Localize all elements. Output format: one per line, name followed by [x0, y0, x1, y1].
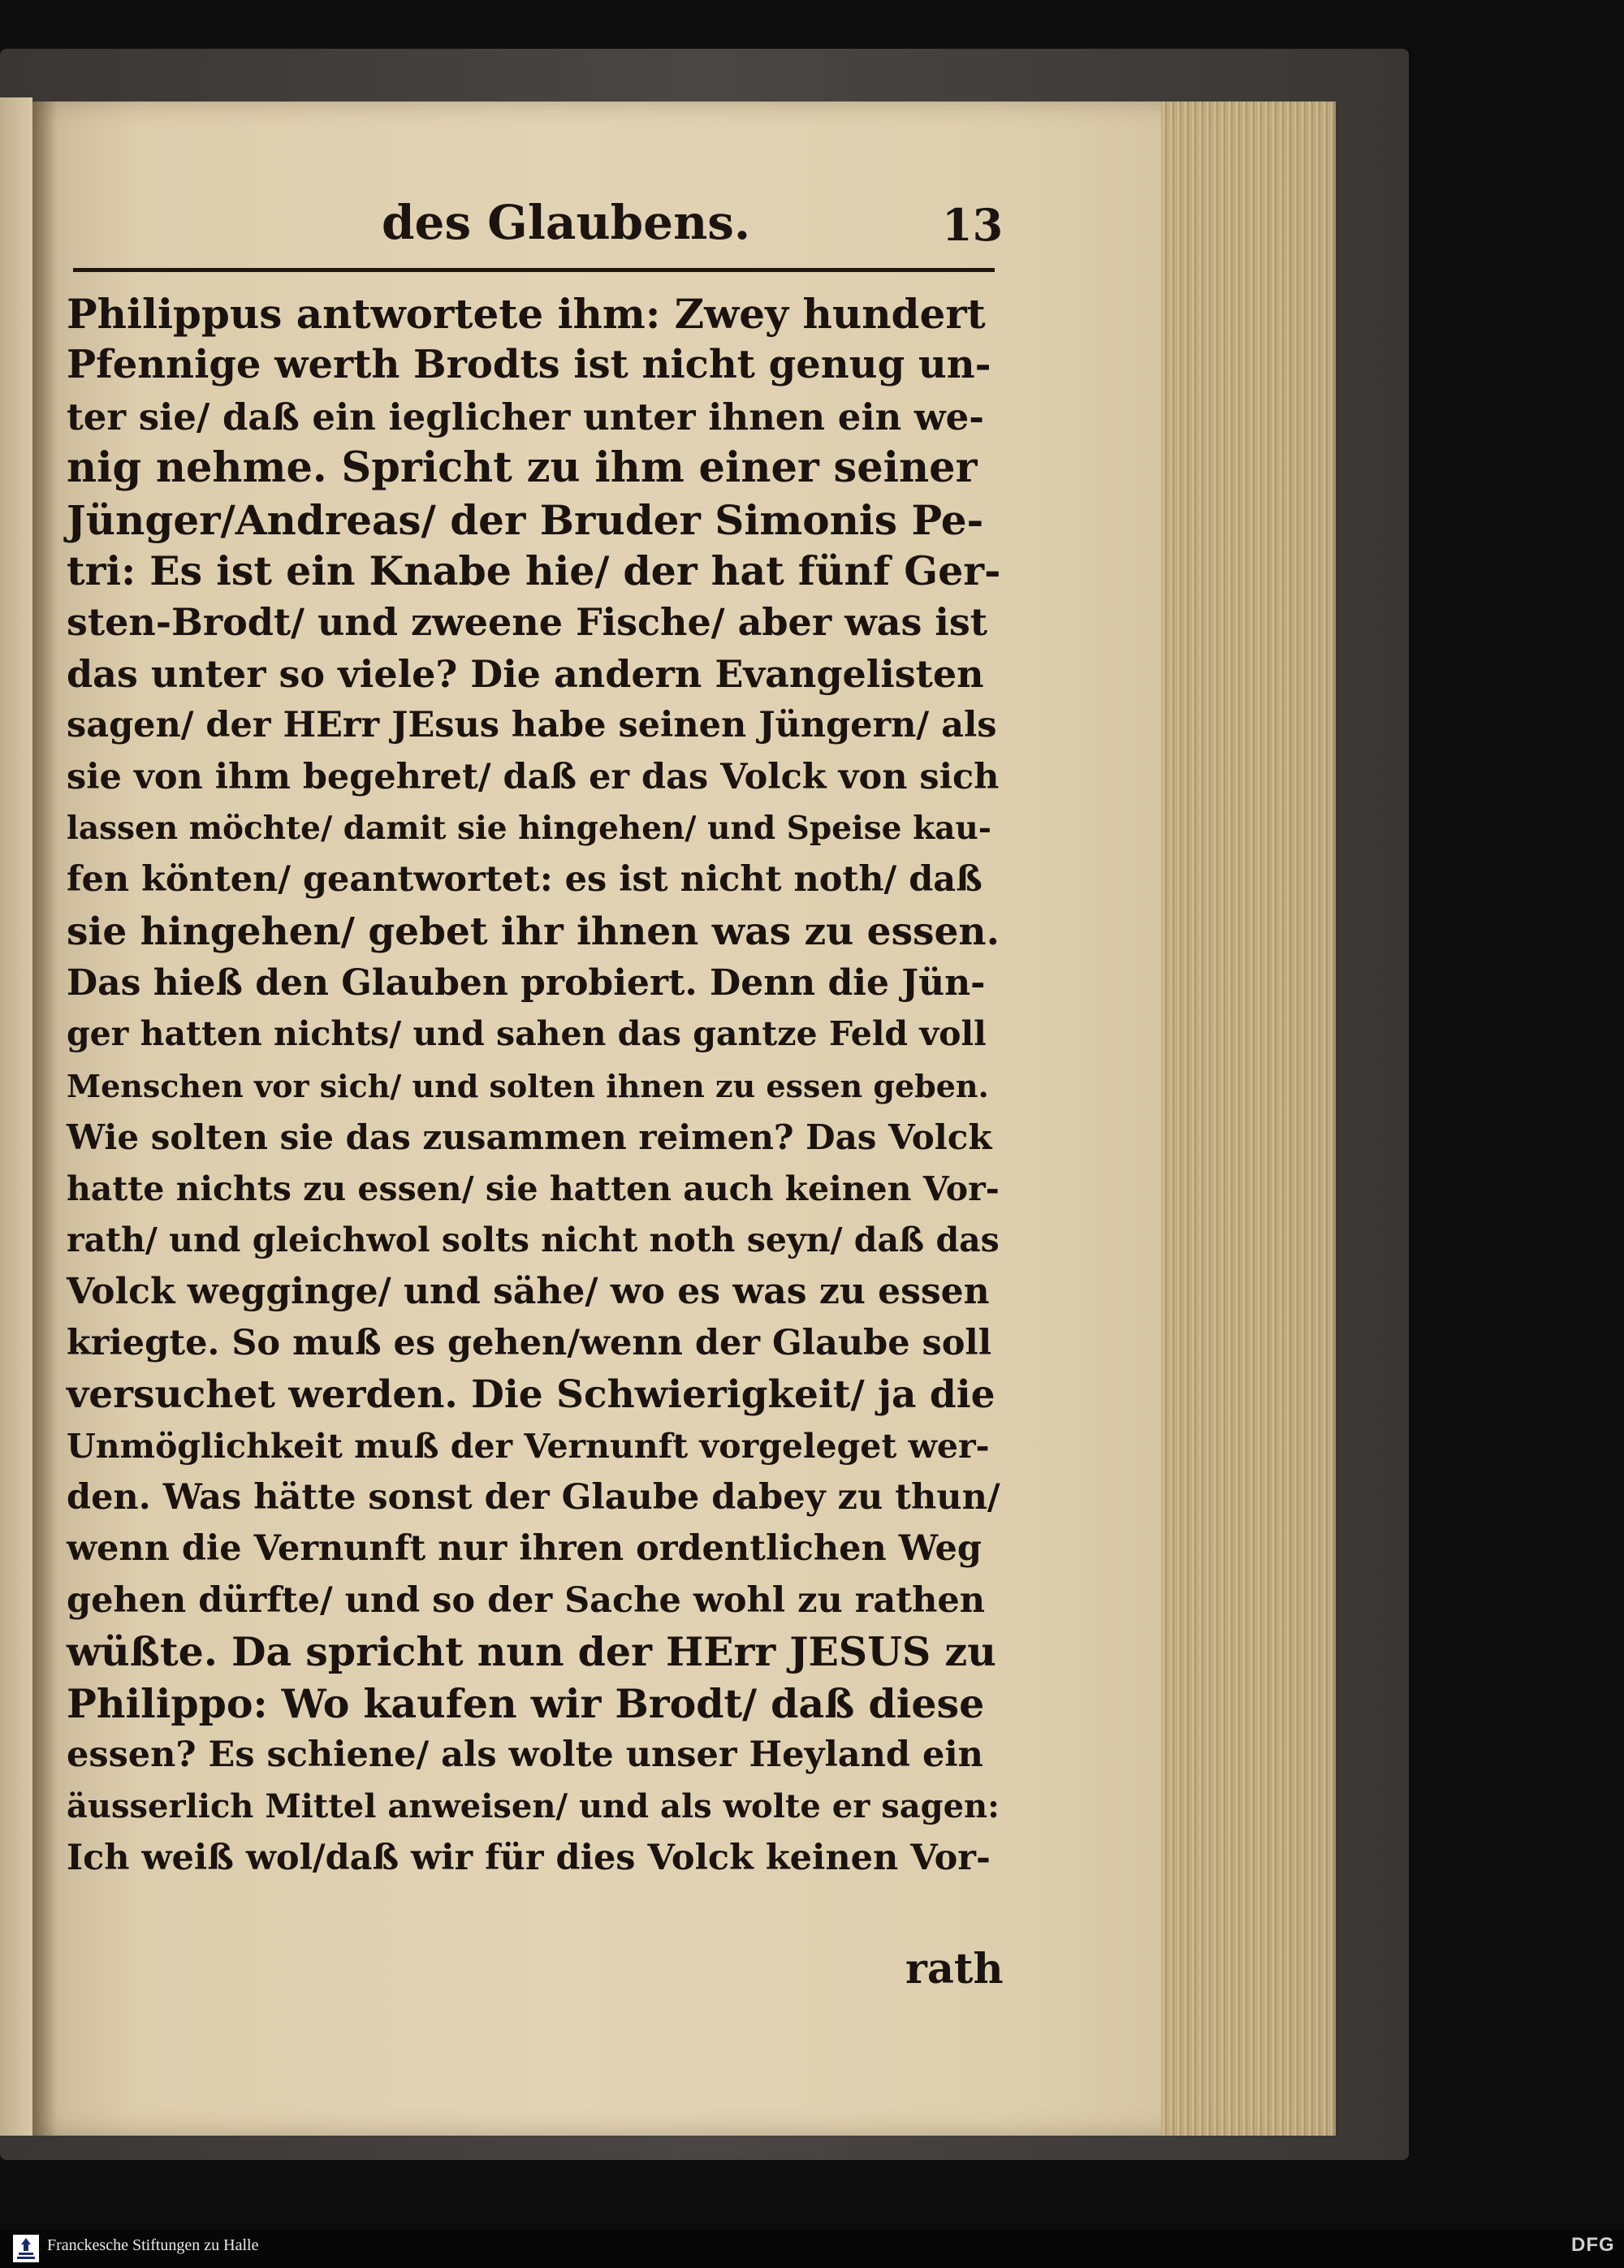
text-line: tri: Es ist ein Knabe hie/ der hat fünf Ger- [67, 546, 1001, 594]
running-head: des Glaubens. [382, 195, 751, 250]
left-page-edge [0, 97, 32, 2136]
text-line: Philippus antwortete ihm: Zwey hundert [67, 290, 986, 338]
text-line: essen? Es schiene/ als wolte unser Heyland ein [67, 1734, 983, 1775]
body-text [67, 288, 1000, 1884]
text-line: Das hieß den Glauben probiert. Denn die Jün- [67, 962, 986, 1004]
institution-name: Franckesche Stiftungen zu Halle [47, 2236, 259, 2254]
text-line: sie von ihm begehret/ daß er das Volck von sich [67, 756, 1000, 797]
text-line: wüßte. Da spricht nun der HErr JESUS zu [67, 1628, 996, 1676]
text-line: Wie solten sie das zusammen reimen? Das Volck [67, 1117, 992, 1158]
text-line: kriegte. So muß es gehen/wenn der Glaube soll [67, 1322, 992, 1363]
text-line: fen könten/ geantwortet: es ist nicht noth/ daß [67, 859, 983, 901]
text-line: äusserlich Mittel anweisen/ und als wolte er sagen: [67, 1787, 1000, 1826]
text-line: Philippo: Wo kaufen wir Brodt/ daß diese [67, 1679, 985, 1727]
text-line: ter sie/ daß ein ieglicher unter ihnen ein we- [67, 395, 984, 438]
dfg-logo: DFG [1571, 2234, 1615, 2256]
text-line: Menschen vor sich/ und solten ihnen zu essen geben. [67, 1067, 989, 1104]
text-line: Ich weiß wol/daß wir für dies Volck keinen Vor- [67, 1837, 991, 1878]
header-rule [73, 268, 995, 272]
text-line: ger hatten nichts/ und sahen das gantze Feld voll [67, 1014, 987, 1054]
text-line: versuchet werden. Die Schwierigkeit/ ja die [67, 1372, 996, 1418]
text-line: Unmöglichkeit muß der Vernunft vorgeleget wer- [67, 1426, 990, 1466]
text-line: sie hingehen/ gebet ihr ihnen was zu essen. [67, 909, 1000, 954]
text-line: wenn die Vernunft nur ihren ordentlichen Weg [67, 1528, 982, 1570]
page-number: 13 [942, 199, 1004, 251]
text-line: Volck wegginge/ und sähe/ wo es was zu essen [67, 1271, 990, 1313]
text-line: Jünger/Andreas/ der Bruder Simonis Pe- [67, 495, 984, 544]
text-line: sten-Brodt/ und zweene Fische/ aber was ist [67, 600, 988, 645]
text-line: rath/ und gleichwol solts nicht noth seyn/ daß das [67, 1220, 1000, 1260]
text-line: den. Was hätte sonst der Glaube dabey zu thun/ [67, 1476, 1000, 1518]
text-line: nig nehme. Spricht zu ihm einer seiner [67, 443, 978, 493]
text-line: sagen/ der HErr JEsus habe seinen Jüngern/ als [67, 705, 997, 746]
text-line: lassen möchte/ damit sie hingehen/ und Speise kau- [67, 809, 991, 847]
text-line: das unter so viele? Die andern Evangelisten [67, 651, 984, 696]
institution-logo-icon [13, 2235, 39, 2262]
gutter-shadow [32, 102, 57, 2136]
catchword: rath [905, 1945, 1004, 1994]
page-edges [1161, 102, 1336, 2136]
text-line: Pfennige werth Brodts ist nicht genug un- [67, 342, 991, 388]
text-line: hatte nichts zu essen/ sie hatten auch keinen Vor- [67, 1169, 1000, 1208]
text-line: gehen dürfte/ und so der Sache wohl zu rathen [67, 1579, 985, 1621]
